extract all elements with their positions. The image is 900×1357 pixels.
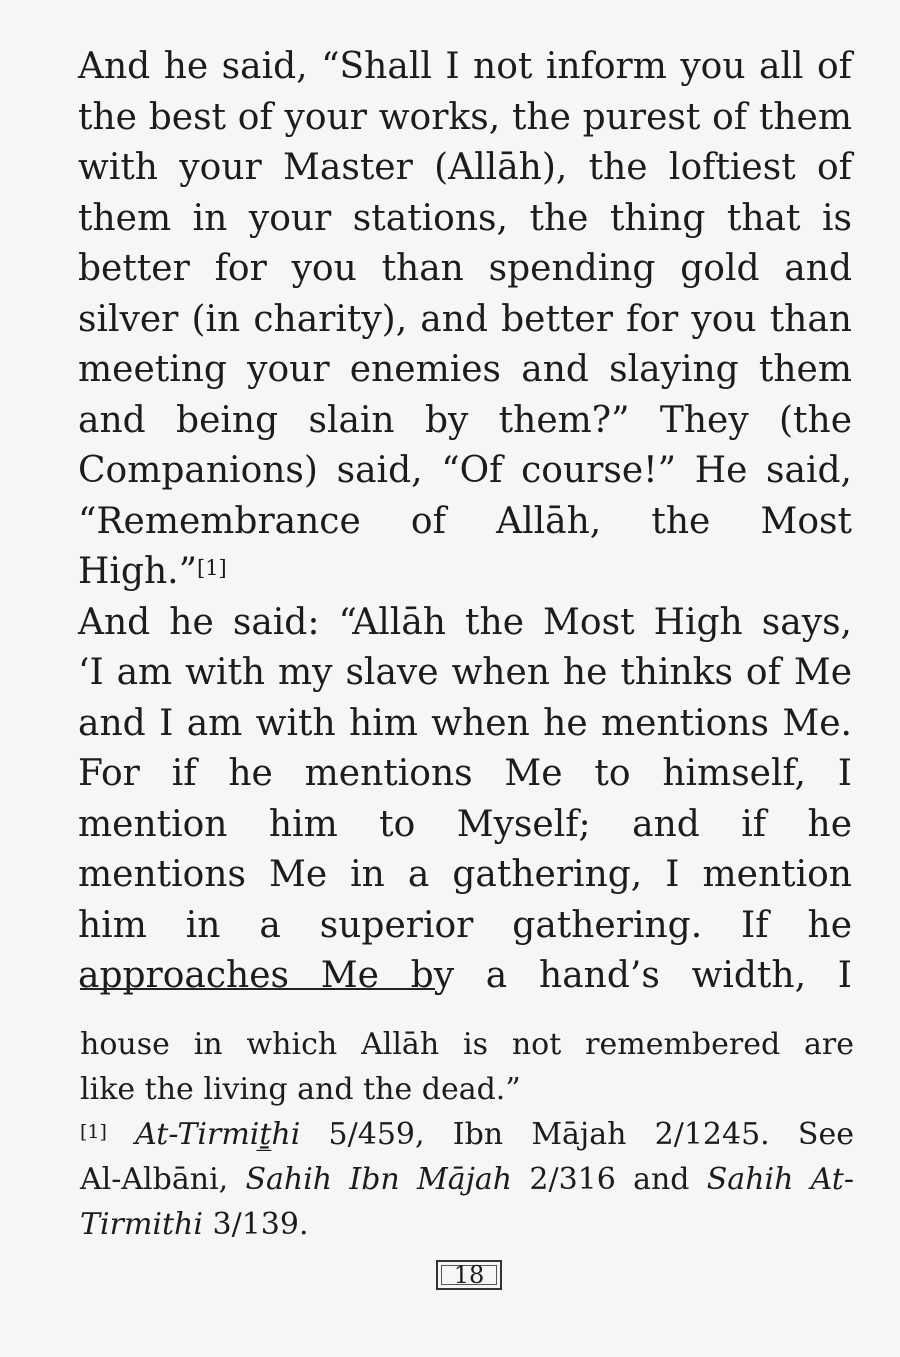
text-line: ‘I am with my slave when he thinks of Me [78,652,852,693]
text-line: For if he mentions Me to himself, I [78,753,852,794]
footnote-1-line [80,1202,854,1247]
text-line: the best of your works, the purest of them [78,96,852,138]
footnote-source: At-Tirmiṯ̲hi [135,1117,301,1152]
footnote-text: Al-Albāni, [80,1162,246,1197]
footnote-continuation-line: like the living and the dead.” [80,1072,521,1107]
footnote-source: Tirmithi [80,1207,203,1242]
text-line: and being slain by them?” They (the [78,399,852,441]
text-line: better for you than spending gold and [78,248,852,289]
footnote-text: 2/316 and [512,1162,707,1197]
text-line-content: High.” [78,551,197,592]
footnote-marker: [1] [80,1121,107,1143]
text-line: meeting your enemies and slaying them [78,349,852,390]
footnotes-section [80,1022,854,1247]
text-line: silver (in charity), and better for you than [78,298,852,340]
text-line-with-footnote [78,547,852,598]
text-line: them in your stations, the thing that is [78,197,852,239]
main-text [78,42,852,1002]
footnote-reference: [1] [197,556,227,580]
footnote-1-line [80,1157,854,1202]
text-line: with your Master (Allāh), the loftiest of [78,147,852,188]
text-line: And he said, “Shall I not inform you all of [78,46,852,87]
footnote-text: 5/459, Ibn Mājah 2/1245. See [300,1117,854,1152]
text-line: mention him to Myself; and if he [78,803,852,845]
text-line: approaches Me by a hand’s width, I [78,955,852,996]
footnote-1-line [80,1112,854,1157]
text-line: mentions Me in a gathering, I mention [78,854,852,895]
text-line: And he said: “Allāh the Most High says, [78,601,852,643]
footnote-source: Sahih At- [706,1162,855,1197]
footnote-source: Sahih Ibn Mājah [245,1162,513,1197]
footnote-text: 3/139. [202,1207,309,1242]
footnote-divider [80,988,435,990]
footnote-continuation-line: house in which Allāh is not remembered are [80,1027,854,1062]
text-line: Companions) said, “Of course!” He said, [78,450,852,491]
text-line: “Remembrance of Allāh, the Most [78,500,852,542]
page-number: 18 [453,1261,485,1289]
text-line: and I am with him when he mentions Me. [78,702,852,744]
text-line: him in a superior gathering. If he [78,904,852,946]
page-number-box [436,1260,502,1290]
